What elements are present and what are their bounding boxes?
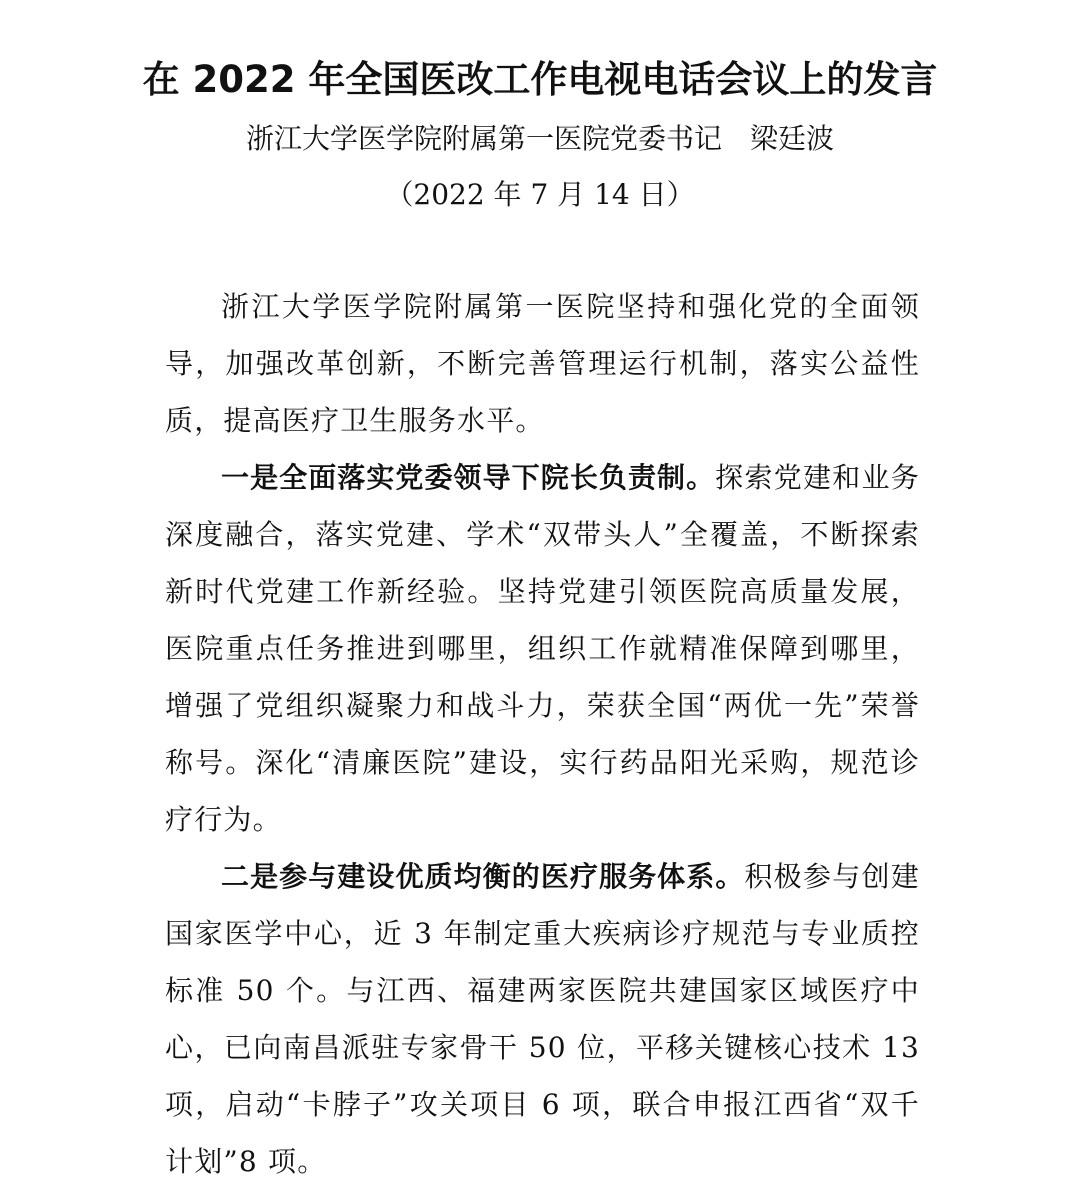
paragraph-lead-heading: 一是全面落实党委领导下院长负责制。 [221, 461, 716, 494]
paragraph-intro [165, 278, 920, 449]
paragraph-lead-heading: 二是参与建设优质均衡的医疗服务体系。 [221, 860, 745, 893]
paragraph-party-leadership [165, 449, 920, 848]
document-body [165, 278, 920, 1190]
date-line: （2022 年 7 月 14 日） [385, 178, 695, 211]
document-title: 在 2022 年全国医改工作电视电话会议上的发言 [142, 58, 938, 101]
paragraph-text: 积极参与创建国家医学中心，近 3 年制定重大疾病诊疗规范与专业质控标准 50 个。与江西、福建两家医院共建国家区域医疗中心，已向南昌派驻专家骨干 50 位，平移关键核心技术 13 项，启动“卡脖子”攻关项目 6 项，联合申报江西省“双千计划”8 项。 [165, 860, 920, 1178]
paragraph-text: 浙江大学医学院附属第一医院坚持和强化党的全面领导，加强改革创新，不断完善管理运行机制，落实公益性质，提高医疗卫生服务水平。 [165, 290, 920, 437]
paragraph-medical-system [165, 848, 920, 1190]
author-line: 浙江大学医学院附属第一医院党委书记 梁廷波 [245, 122, 834, 155]
paragraph-text: 探索党建和业务深度融合，落实党建、学术“双带头人”全覆盖，不断探索新时代党建工作新经验。坚持党建引领医院高质量发展，医院重点任务推进到哪里，组织工作就精准保障到哪里，增强了党组织凝聚力和战斗力，荣获全国“两优一先”荣誉称号。深化“清廉医院”建设，实行药品阳光采购，规范诊疗行为。 [165, 461, 920, 836]
